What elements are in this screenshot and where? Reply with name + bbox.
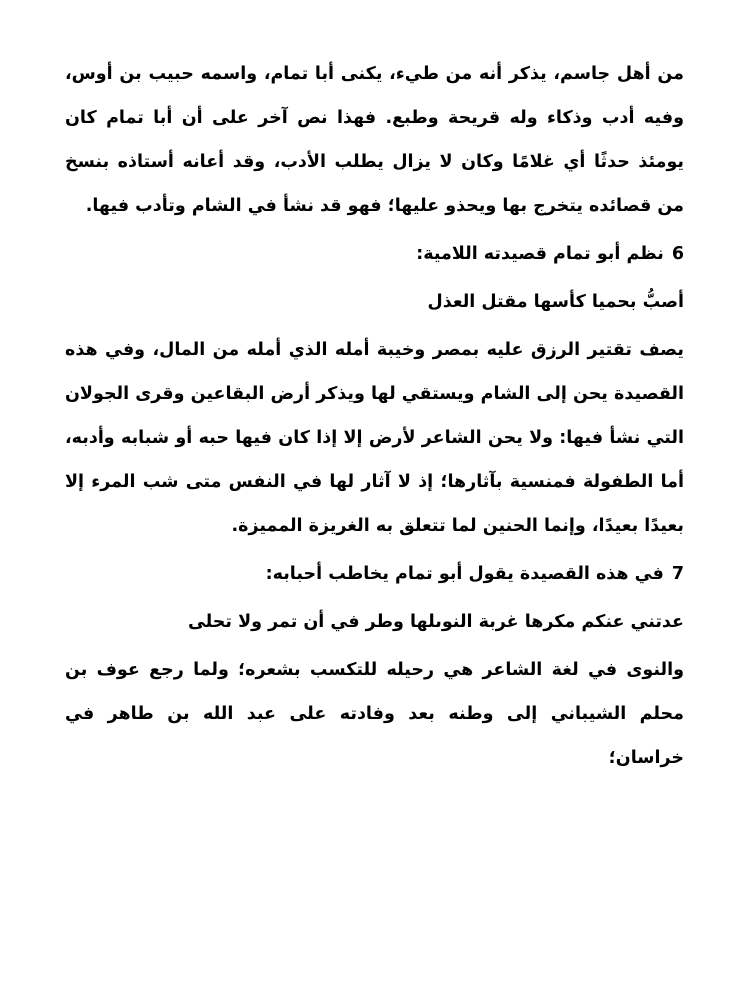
section-heading-7 xyxy=(65,552,684,596)
section-number: 7 xyxy=(671,564,684,584)
section-heading-6 xyxy=(65,232,684,276)
section-number: 6 xyxy=(671,244,684,264)
poem-verse-2: عدتني عنكم مكرها غربة النوىلها وطر في أن تمر ولا تحلى xyxy=(187,612,684,632)
paragraph-description: يصف تقتير الرزق عليه بمصر وخيبة أمله الذي أمله من المال، وفي هذه القصيدة يحن إلى الشام ويستقي لها ويذكر أرض البقاعين وقرى الجولان التي نشأ فيها: ولا يحن الشاعر لأرض إلا إذا كان فيها حبه أو شبابه وأدبه، أما الطفولة فمنسية بآثارها؛ إذ لا آثار لها في النفس متى شب المرء إلا بعيدًا بعيدًا، وإنما الحنين لما تتعلق به الغريزة المميزة. xyxy=(65,340,684,536)
paragraph-intro: من أهل جاسم، يذكر أنه من طيء، يكنى أبا تمام، واسمه حبيب بن أوس، وفيه أدب وذكاء وله قريحة وطبع. فهذا نص آخر على أن أبا تمام كان يومئذ حدثًا أي غلامًا وكان لا يزال يطلب الأدب، وقد أعانه أستاذه بنسخ من قصائده يتخرج بها ويحذو عليها؛ فهو قد نشأ في الشام وتأدب فيها. xyxy=(65,64,684,216)
section-heading-text: نظم أبو تمام قصيدته اللامية: xyxy=(416,244,664,264)
poem-verse-1: أصبُّ بحميا كأسها مقتل العذل xyxy=(427,292,684,312)
paragraph-conclusion: والنوى في لغة الشاعر هي رحيله للتكسب بشعره؛ ولما رجع عوف بن محلم الشيباني إلى وطنه بعد وفادته على عبد الله بن طاهر في خراسان؛ xyxy=(65,660,684,768)
section-heading-text: في هذه القصيدة يقول أبو تمام يخاطب أحبابه: xyxy=(265,564,664,584)
document-page xyxy=(65,52,684,784)
